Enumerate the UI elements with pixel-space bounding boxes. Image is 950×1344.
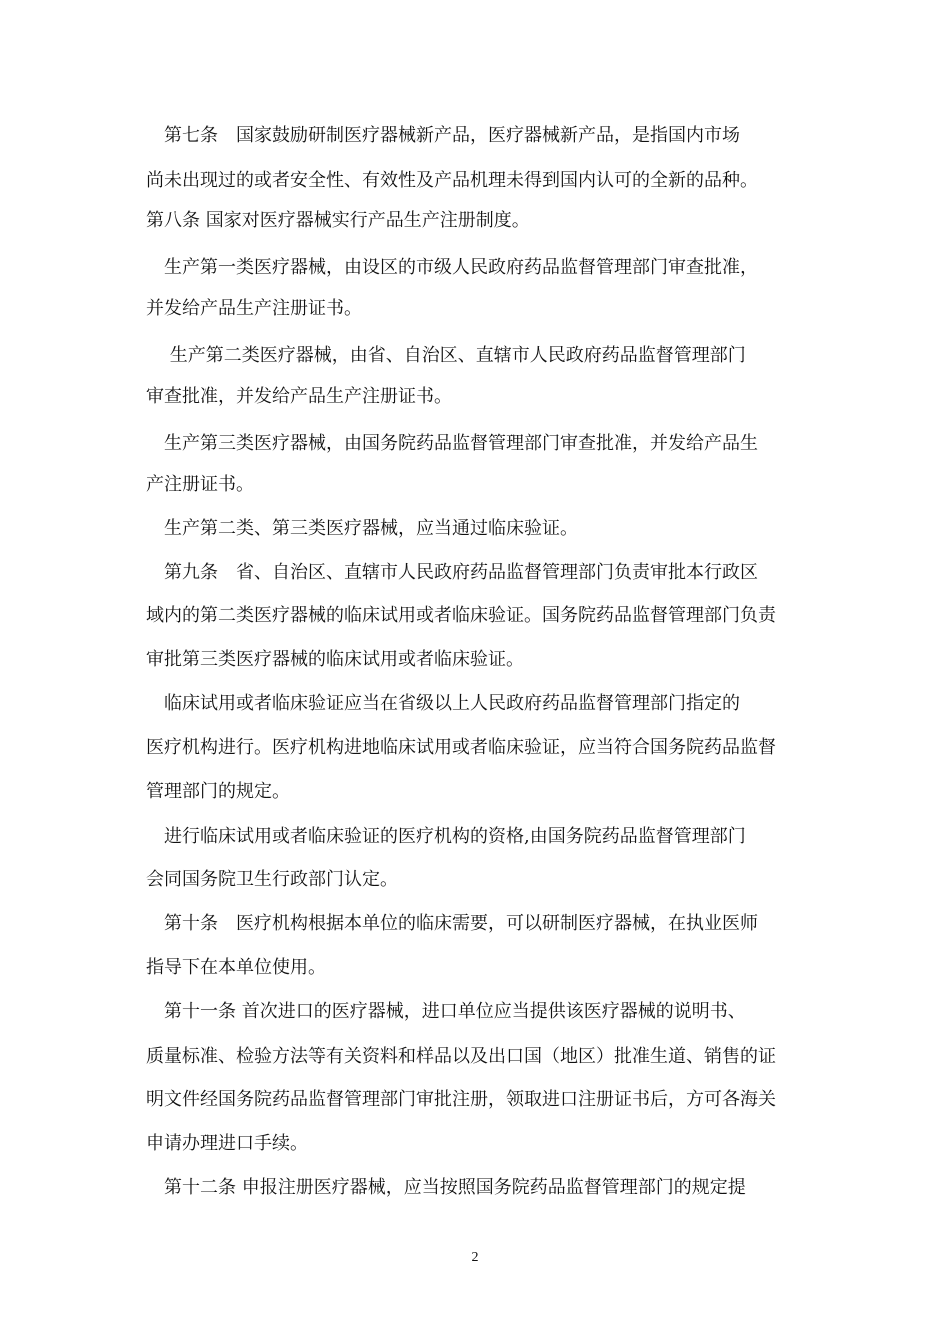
text-line: 生产第二类医疗器械，由省、自治区、直辖市人民政府药品监督管理部门 bbox=[146, 345, 746, 366]
text-line: 生产第二类、第三类医疗器械，应当通过临床验证。 bbox=[146, 518, 578, 539]
text-line: 第十一条 首次进口的医疗器械，进口单位应当提供该医疗器械的说明书、 bbox=[146, 1001, 746, 1022]
text-line: 管理部门的规定。 bbox=[146, 781, 290, 802]
text-line: 第七条 国家鼓励研制医疗器械新产品，医疗器械新产品，是指国内市场 bbox=[146, 125, 740, 146]
text-line: 并发给产品生产注册证书。 bbox=[146, 298, 362, 319]
text-line: 产注册证书。 bbox=[146, 474, 254, 495]
text-line: 生产第一类医疗器械，由设区的市级人民政府药品监督管理部门审查批准， bbox=[146, 257, 758, 278]
text-line: 第八条 国家对医疗器械实行产品生产注册制度。 bbox=[146, 210, 530, 231]
text-line: 指导下在本单位使用。 bbox=[146, 957, 326, 978]
text-line: 质量标准、检验方法等有关资料和样品以及出口国（地区）批准生道、销售的证 bbox=[146, 1046, 776, 1067]
text-line: 明文件经国务院药品监督管理部门审批注册，领取进口注册证书后，方可各海关 bbox=[146, 1089, 776, 1110]
text-line: 医疗机构进行。医疗机构进地临床试用或者临床验证，应当符合国务院药品监督 bbox=[146, 737, 776, 758]
text-line: 申请办理进口手续。 bbox=[146, 1133, 308, 1154]
text-line: 第九条 省、自治区、直辖市人民政府药品监督管理部门负责审批本行政区 bbox=[146, 562, 758, 583]
text-line: 临床试用或者临床验证应当在省级以上人民政府药品监督管理部门指定的 bbox=[146, 693, 740, 714]
text-line: 进行临床试用或者临床验证的医疗机构的资格,由国务院药品监督管理部门 bbox=[146, 826, 746, 847]
text-line: 审批第三类医疗器械的临床试用或者临床验证。 bbox=[146, 649, 524, 670]
text-line: 第十条 医疗机构根据本单位的临床需要，可以研制医疗器械，在执业医师 bbox=[146, 913, 758, 934]
page-number: 2 bbox=[471, 1250, 479, 1265]
text-line: 生产第三类医疗器械，由国务院药品监督管理部门审查批准，并发给产品生 bbox=[146, 433, 758, 454]
text-line: 第十二条 申报注册医疗器械，应当按照国务院药品监督管理部门的规定提 bbox=[146, 1177, 746, 1198]
text-line: 会同国务院卫生行政部门认定。 bbox=[146, 869, 398, 890]
text-line: 尚未出现过的或者安全性、有效性及产品机理未得到国内认可的全新的品种。 bbox=[146, 170, 758, 191]
text-line: 审查批准，并发给产品生产注册证书。 bbox=[146, 386, 452, 407]
text-line: 域内的第二类医疗器械的临床试用或者临床验证。国务院药品监督管理部门负责 bbox=[146, 605, 776, 626]
